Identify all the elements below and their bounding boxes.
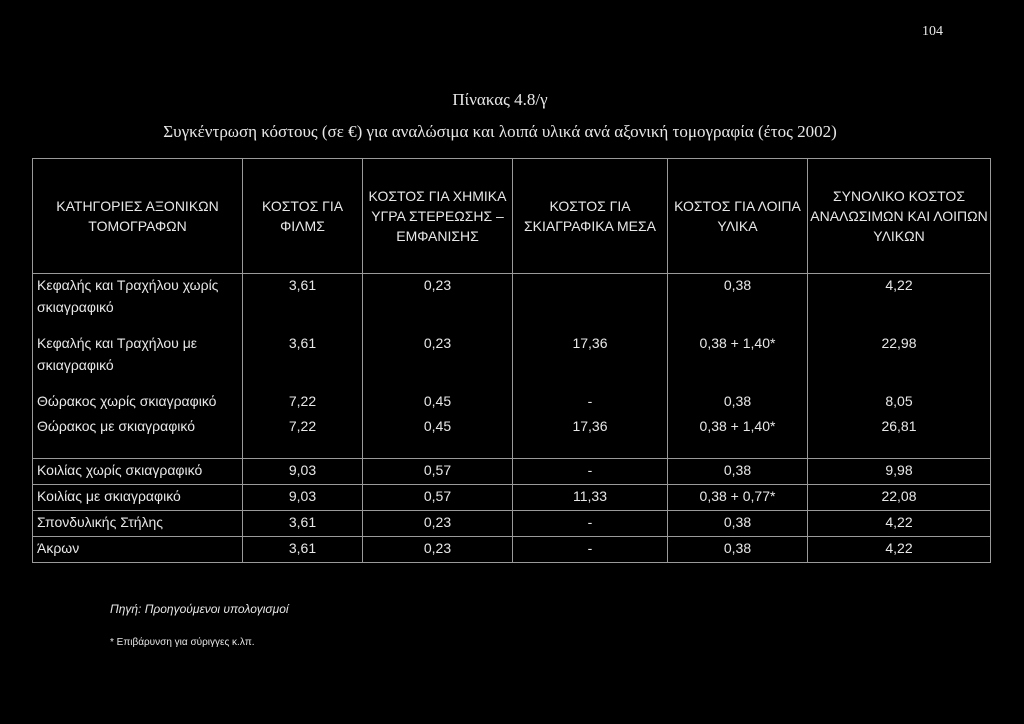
cell-contrast: 17,36 xyxy=(513,415,668,440)
spacer-cell xyxy=(513,440,668,459)
cell-chemicals: 0,45 xyxy=(363,390,513,415)
table-row xyxy=(33,537,991,563)
header-contrast: ΚΟΣΤΟΣ ΓΙΑ ΣΚΙΑΓΡΑΦΙΚΑ ΜΕΣΑ xyxy=(513,159,668,274)
cell-other: 0,38 + 1,40* xyxy=(668,415,808,440)
cell-other: 0,38 xyxy=(668,537,808,563)
cell-chemicals: 0,23 xyxy=(363,332,513,390)
row-category: Σπονδυλικής Στήλης xyxy=(33,511,243,537)
cell-total: 8,05 xyxy=(808,390,991,415)
row-category: Άκρων xyxy=(33,537,243,563)
header-row xyxy=(33,159,991,274)
cell-other: 0,38 xyxy=(668,459,808,485)
page-number: 104 xyxy=(922,24,943,39)
table-row xyxy=(33,390,991,415)
cell-films: 3,61 xyxy=(243,332,363,390)
table-row xyxy=(33,415,991,440)
header-chemicals: ΚΟΣΤΟΣ ΓΙΑ ΧΗΜΙΚΑ ΥΓΡΑ ΣΤΕΡΕΩΣΗΣ – ΕΜΦΑΝΙΣΗΣ xyxy=(363,159,513,274)
table-row xyxy=(33,459,991,485)
cell-films: 9,03 xyxy=(243,485,363,511)
row-category: Θώρακος με σκιαγραφικό xyxy=(33,415,243,440)
table-subtitle: Συγκέντρωση κόστους (σε €) για αναλώσιμα και λοιπά υλικά ανά αξονική τομογραφία (έτος 2002) xyxy=(163,122,837,141)
cell-chemicals: 0,45 xyxy=(363,415,513,440)
cell-total: 4,22 xyxy=(808,274,991,333)
row-category: Κεφαλής και Τραχήλου χωρίς σκιαγραφικό xyxy=(33,274,243,333)
cell-contrast: 17,36 xyxy=(513,332,668,390)
cell-contrast: - xyxy=(513,537,668,563)
header-total: ΣΥΝΟΛΙΚΟ ΚΟΣΤΟΣ ΑΝΑΛΩΣΙΜΩΝ ΚΑΙ ΛΟΙΠΩΝ ΥΛΙΚΩΝ xyxy=(808,159,991,274)
cell-films: 3,61 xyxy=(243,511,363,537)
cell-total: 22,08 xyxy=(808,485,991,511)
footnote: * Επιβάρυνση για σύριγγες κ.λπ. xyxy=(110,637,255,648)
table-row xyxy=(33,332,991,390)
cell-other: 0,38 xyxy=(668,511,808,537)
spacer-cell xyxy=(668,440,808,459)
cell-films: 9,03 xyxy=(243,459,363,485)
cell-films: 3,61 xyxy=(243,274,363,333)
header-other: ΚΟΣΤΟΣ ΓΙΑ ΛΟΙΠΑ ΥΛΙΚΑ xyxy=(668,159,808,274)
spacer-cell xyxy=(243,440,363,459)
source-note: Πηγή: Προηγούμενοι υπολογισμοί xyxy=(110,602,289,616)
cell-films: 7,22 xyxy=(243,415,363,440)
table-row xyxy=(33,485,991,511)
cell-chemicals: 0,57 xyxy=(363,485,513,511)
cell-contrast: - xyxy=(513,459,668,485)
spacer-cell xyxy=(33,440,243,459)
cell-total: 26,81 xyxy=(808,415,991,440)
cell-contrast: - xyxy=(513,511,668,537)
table-row xyxy=(33,511,991,537)
cell-chemicals: 0,23 xyxy=(363,537,513,563)
cell-other: 0,38 + 0,77* xyxy=(668,485,808,511)
header-films: ΚΟΣΤΟΣ ΓΙΑ ΦΙΛΜΣ xyxy=(243,159,363,274)
row-category: Θώρακος χωρίς σκιαγραφικό xyxy=(33,390,243,415)
spacer-row xyxy=(33,440,991,459)
cell-total: 4,22 xyxy=(808,537,991,563)
spacer-cell xyxy=(363,440,513,459)
cell-chemicals: 0,23 xyxy=(363,511,513,537)
cell-contrast xyxy=(513,274,668,333)
row-category: Κοιλίας με σκιαγραφικό xyxy=(33,485,243,511)
cell-films: 7,22 xyxy=(243,390,363,415)
cell-other: 0,38 xyxy=(668,390,808,415)
cell-total: 22,98 xyxy=(808,332,991,390)
spacer-cell xyxy=(808,440,991,459)
cell-other: 0,38 xyxy=(668,274,808,333)
table-title: Πίνακας 4.8/γ xyxy=(452,90,548,109)
row-category: Κεφαλής και Τραχήλου με σκιαγραφικό xyxy=(33,332,243,390)
cell-contrast: - xyxy=(513,390,668,415)
table-row xyxy=(33,274,991,333)
cell-total: 4,22 xyxy=(808,511,991,537)
row-category: Κοιλίας χωρίς σκιαγραφικό xyxy=(33,459,243,485)
cell-total: 9,98 xyxy=(808,459,991,485)
cell-other: 0,38 + 1,40* xyxy=(668,332,808,390)
cost-table xyxy=(32,158,991,563)
cell-films: 3,61 xyxy=(243,537,363,563)
cell-chemicals: 0,23 xyxy=(363,274,513,333)
header-category: ΚΑΤΗΓΟΡΙΕΣ ΑΞΟΝΙΚΩΝ ΤΟΜΟΓΡΑΦΩΝ xyxy=(33,159,243,274)
cell-chemicals: 0,57 xyxy=(363,459,513,485)
cell-contrast: 11,33 xyxy=(513,485,668,511)
